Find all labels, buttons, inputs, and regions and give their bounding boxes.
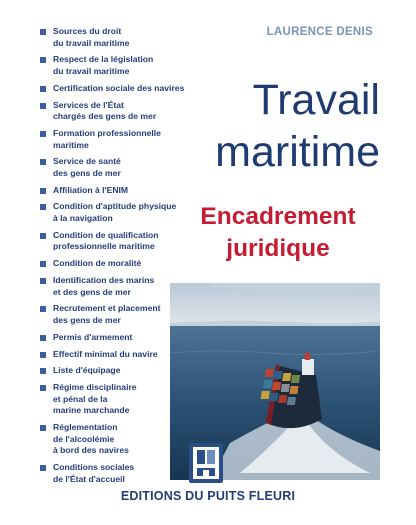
topic-label: Permis d'armement [53, 331, 133, 342]
bullet-square-icon [40, 233, 46, 239]
bullet-square-icon [40, 261, 46, 267]
topics-list [40, 26, 190, 490]
bullet-square-icon [40, 425, 46, 431]
topic-label: Formation professionnelle maritime [53, 127, 161, 150]
topic-item [40, 349, 190, 361]
author-name: LAURENCE DENIS [266, 26, 373, 38]
bullet-square-icon [40, 57, 46, 63]
topic-label: Services de l'État chargés des gens de mer [53, 99, 157, 122]
bullet-square-icon [40, 306, 46, 312]
topic-item [40, 83, 190, 95]
topic-label: Identification des marins et des gens de mer [53, 274, 155, 297]
bullet-square-icon [40, 29, 46, 35]
topic-item [40, 365, 190, 377]
topic-label: Régime disciplinaire et pénal de la marine marchande [53, 382, 137, 416]
topic-item [40, 258, 190, 270]
bullet-square-icon [40, 465, 46, 471]
bullet-square-icon [40, 335, 46, 341]
publisher-name: EDITIONS DU PUITS FLEURI [120, 489, 296, 503]
topic-label: Condition de moralité [53, 258, 142, 269]
topic-item [40, 185, 190, 197]
publisher-logo [188, 442, 224, 484]
bullet-square-icon [40, 86, 46, 92]
topic-item [40, 230, 190, 253]
bullet-square-icon [40, 278, 46, 284]
topic-item [40, 422, 190, 457]
topic-item [40, 382, 190, 417]
topic-label: Liste d'équipage [53, 365, 121, 376]
topic-item [40, 156, 190, 179]
book-title: Travail maritime [215, 76, 380, 176]
topic-label: Sources du droit du travail maritime [53, 26, 130, 48]
bullet-square-icon [40, 159, 46, 165]
topic-label: Condition de qualification professionnelle maritime [53, 229, 159, 252]
topic-label: Recrutement et placement des gens de mer [53, 303, 161, 325]
bullet-square-icon [40, 385, 46, 391]
book-subtitle: Encadrement juridique [200, 203, 356, 262]
topic-label: Certification sociale des navires [53, 82, 185, 93]
bullet-square-icon [40, 352, 46, 358]
topic-item [40, 275, 190, 298]
topic-item [40, 332, 190, 344]
bullet-square-icon [40, 103, 46, 109]
bullet-square-icon [40, 131, 46, 137]
topic-label: Service de santé des gens de mer [53, 156, 121, 178]
topic-item [40, 462, 190, 485]
bullet-square-icon [40, 368, 46, 374]
bullet-square-icon [40, 204, 46, 210]
topic-item [40, 128, 190, 151]
topic-label: Effectif minimal du navire [53, 348, 158, 359]
topic-item [40, 26, 190, 49]
bullet-square-icon [40, 188, 46, 194]
topic-label: Condition d'aptitude physique à la navigation [53, 201, 177, 224]
topic-item [40, 54, 190, 77]
topic-item [40, 100, 190, 123]
topic-label: Réglementation de l'alcoolémie à bord des navires [53, 422, 129, 456]
topic-item [40, 201, 190, 224]
topic-label: Conditions sociales de l'État d'accueil [53, 462, 135, 484]
topic-label: Respect de la législation du travail maritime [53, 54, 154, 76]
topic-item [40, 303, 190, 326]
topic-label: Affiliation à l'ENIM [53, 184, 129, 195]
